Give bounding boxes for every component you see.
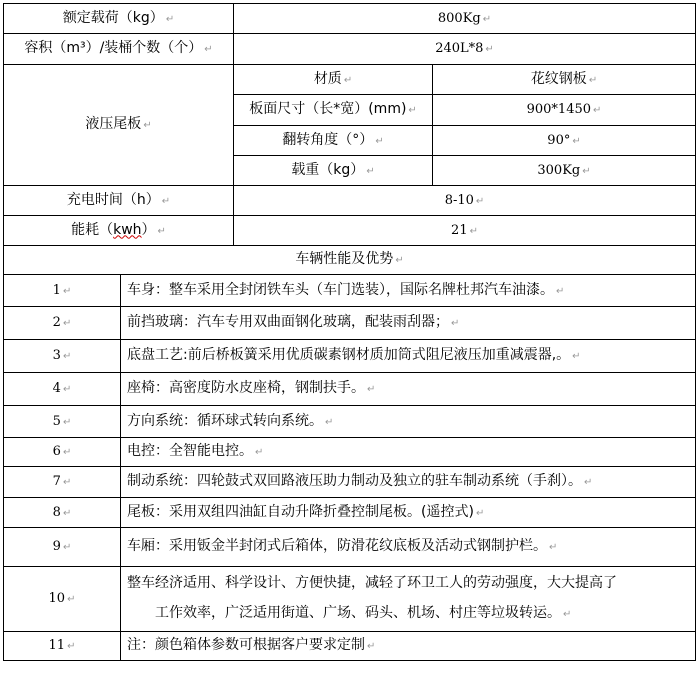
rated-load-label-cell — [4, 4, 234, 34]
return-mark: ↵ — [325, 416, 334, 428]
feature-number: 11 — [48, 638, 66, 653]
section-title-cell — [4, 246, 696, 275]
return-mark: ↵ — [572, 135, 581, 147]
charge-time-value: 8-10 — [444, 192, 474, 208]
return-mark: ↵ — [475, 195, 485, 207]
liftgate-sub-label-cell — [234, 65, 433, 95]
feature-text-cell — [121, 498, 696, 528]
return-mark: ↵ — [165, 13, 175, 25]
feature-number-cell — [4, 528, 121, 567]
return-mark: ↵ — [343, 74, 353, 86]
liftgate-sub-value: 90° — [547, 132, 571, 148]
return-mark: ↵ — [556, 285, 565, 297]
return-mark: ↵ — [62, 285, 72, 297]
charge-time-label-cell — [4, 186, 234, 216]
return-mark: ↵ — [367, 384, 376, 395]
return-mark: ↵ — [572, 351, 581, 362]
energy-value: 21 — [451, 222, 468, 238]
feature-row — [4, 528, 696, 567]
rated-load-label: 额定载荷（kg） — [62, 9, 164, 26]
feature-number: 6 — [52, 444, 61, 459]
feature-text-cell — [121, 438, 696, 467]
feature-row — [4, 567, 696, 632]
feature-row — [4, 307, 696, 340]
feature-number: 4 — [52, 381, 61, 396]
feature-number: 3 — [52, 348, 61, 363]
liftgate-sub-label-cell — [234, 95, 433, 126]
feature-text: 座椅：高密度防水皮座椅，钢制扶手。 — [127, 380, 365, 396]
return-mark: ↵ — [395, 255, 404, 266]
feature-text-cell — [121, 567, 696, 632]
return-mark: ↵ — [204, 44, 213, 55]
feature-row — [4, 498, 696, 528]
feature-number-cell — [4, 406, 121, 438]
liftgate-sub-label: 载重（kg） — [291, 161, 365, 178]
return-mark: ↵ — [367, 641, 376, 652]
return-mark: ↵ — [67, 641, 76, 652]
return-mark: ↵ — [255, 447, 264, 458]
feature-number-cell — [4, 632, 121, 661]
row-charge-time — [4, 186, 696, 216]
feature-text-cell — [121, 632, 696, 661]
return-mark: ↵ — [161, 195, 171, 207]
row-liftgate-material — [4, 65, 696, 95]
energy-label-suffix: ） — [141, 221, 156, 238]
return-mark: ↵ — [584, 477, 593, 488]
return-mark: ↵ — [62, 507, 72, 519]
feature-row — [4, 438, 696, 467]
liftgate-sub-value-cell — [433, 156, 696, 186]
capacity-label: 容积（m³）/装桶个数（个） — [24, 40, 203, 56]
feature-text: 尾板：采用双组四油缸自动升降折叠控制尾板。(遥控式) — [127, 503, 474, 520]
liftgate-sub-value-cell — [433, 126, 696, 156]
return-mark: ↵ — [62, 351, 72, 362]
feature-number: 2 — [52, 315, 61, 330]
return-mark: ↵ — [563, 609, 572, 620]
row-capacity — [4, 34, 696, 65]
liftgate-sub-value-cell — [433, 65, 696, 95]
capacity-value: 240L*8 — [435, 41, 484, 56]
feature-text-cell — [121, 467, 696, 498]
liftgate-sub-value: 900*1450 — [526, 102, 592, 117]
return-mark: ↵ — [62, 447, 72, 458]
return-mark: ↵ — [375, 135, 384, 147]
section-title: 车辆性能及优势 — [295, 251, 394, 267]
return-mark: ↵ — [62, 542, 72, 553]
feature-text: 方向系统：循环球式转向系统。 — [127, 412, 323, 429]
feature-text-line2-wrap — [127, 598, 691, 630]
feature-text-cell — [121, 528, 696, 567]
liftgate-label: 液压尾板 — [85, 116, 142, 132]
energy-value-cell — [234, 216, 696, 246]
liftgate-sub-label-cell — [234, 156, 433, 186]
liftgate-sub-label: 板面尺寸（长*宽）(mm) — [249, 101, 407, 117]
feature-text: 前挡玻璃：汽车专用双曲面钢化玻璃，配装雨刮器； — [127, 314, 449, 330]
feature-number-cell — [4, 498, 121, 528]
feature-text-cell — [121, 307, 696, 340]
liftgate-sub-value: 300Kg — [537, 162, 581, 178]
energy-unit: kwh — [113, 221, 142, 238]
feature-number-cell — [4, 373, 121, 406]
capacity-label-cell — [4, 34, 234, 65]
row-rated-load — [4, 4, 696, 34]
liftgate-sub-label: 翻转角度（°） — [282, 131, 374, 148]
feature-number-cell — [4, 438, 121, 467]
charge-time-value-cell — [234, 186, 696, 216]
spec-table — [3, 3, 696, 661]
capacity-value-cell — [234, 34, 696, 65]
feature-number: 1 — [52, 282, 61, 298]
return-mark: ↵ — [143, 120, 152, 131]
feature-row — [4, 373, 696, 406]
feature-number: 7 — [52, 474, 61, 489]
feature-text: 车厢：采用钣金半封闭式后箱体，防滑花纹底板及活动式钢制护栏。 — [127, 538, 547, 554]
feature-text-line2: 工作效率，广泛适用街道、广场、码头、机场、村庄等垃圾转运。 — [155, 605, 561, 621]
row-section-title — [4, 246, 696, 275]
return-mark: ↵ — [593, 105, 602, 116]
energy-label-cell — [4, 216, 234, 246]
return-mark: ↵ — [62, 477, 72, 488]
feature-row — [4, 275, 696, 307]
feature-text-cell — [121, 340, 696, 373]
rated-load-value: 800Kg — [437, 10, 481, 26]
charge-time-label: 充电时间（h） — [66, 191, 160, 208]
liftgate-sub-label-cell — [234, 126, 433, 156]
liftgate-sub-value: 花纹钢板 — [530, 70, 587, 87]
feature-text-cell — [121, 275, 696, 307]
feature-number: 9 — [52, 539, 61, 554]
feature-text-cell — [121, 373, 696, 406]
feature-text: 底盘工艺:前后桥板簧采用优质碳素钢材质加筒式阻尼液压加重减震器,。 — [127, 347, 571, 363]
row-energy — [4, 216, 696, 246]
feature-text: 电控：全智能电控。 — [127, 443, 253, 459]
return-mark: ↵ — [451, 318, 460, 329]
return-mark: ↵ — [408, 105, 417, 116]
feature-text: 车身：整车采用全封闭铁车头（车门选装），国际名牌杜邦汽车油漆。 — [127, 281, 554, 298]
return-mark: ↵ — [469, 225, 478, 237]
return-mark: ↵ — [482, 13, 492, 25]
return-mark: ↵ — [67, 594, 76, 605]
liftgate-sub-value-cell — [433, 95, 696, 126]
feature-number-cell — [4, 275, 121, 307]
feature-number: 5 — [52, 413, 61, 429]
return-mark: ↵ — [62, 318, 72, 329]
return-mark: ↵ — [485, 44, 494, 55]
feature-number-cell — [4, 307, 121, 340]
feature-row — [4, 467, 696, 498]
return-mark: ↵ — [62, 416, 72, 428]
feature-number-cell — [4, 467, 121, 498]
feature-number: 8 — [52, 504, 61, 520]
rated-load-value-cell — [234, 4, 696, 34]
feature-text: 制动系统：四轮鼓式双回路液压助力制动及独立的驻车制动系统（手刹）。 — [127, 473, 582, 489]
return-mark: ↵ — [588, 74, 598, 86]
return-mark: ↵ — [475, 507, 485, 519]
feature-number-cell — [4, 567, 121, 632]
feature-number: 10 — [48, 591, 66, 606]
feature-text-line1: 整车经济适用、科学设计、方便快捷，减轻了环卫工人的劳动强度，大大提高了 — [127, 575, 617, 591]
energy-label-prefix: 能耗（ — [71, 221, 114, 238]
return-mark: ↵ — [582, 165, 591, 177]
liftgate-sub-label: 材质 — [313, 70, 342, 87]
return-mark: ↵ — [62, 384, 72, 395]
feature-row — [4, 406, 696, 438]
liftgate-label-cell — [4, 65, 234, 186]
feature-text-cell — [121, 406, 696, 438]
return-mark: ↵ — [549, 542, 558, 553]
feature-row — [4, 340, 696, 373]
feature-text: 注：颜色箱体参数可根据客户要求定制 — [127, 637, 365, 653]
return-mark: ↵ — [157, 225, 166, 237]
feature-row — [4, 632, 696, 661]
return-mark: ↵ — [366, 165, 375, 177]
feature-number-cell — [4, 340, 121, 373]
